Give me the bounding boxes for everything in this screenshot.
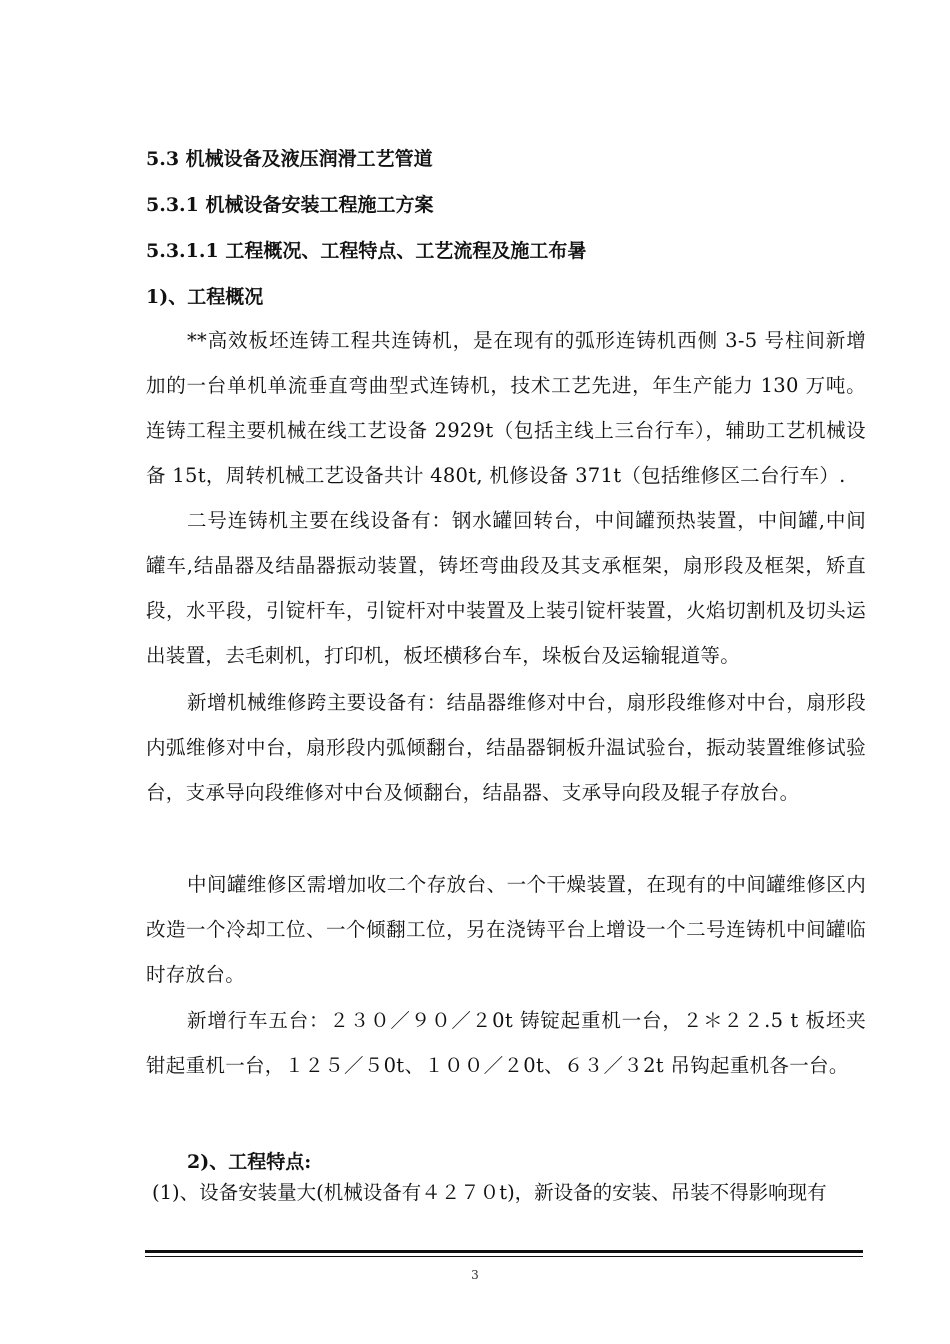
paragraph-online-equipment: 二号连铸机主要在线设备有：钢水罐回转台，中间罐预热装置，中间罐,中间罐车,结晶器及结晶器振动装置，铸坯弯曲段及其支承框架，扇形段及框架，矫直段，水平段，引锭杆车，引锭杆对中装置及上装引锭杆装置，火焰切割机及切头运出装置，去毛刺机，打印机，板坯横移台车，垛板台及运输辊道等。 [146, 509, 866, 667]
paragraph-cranes: 新增行车五台：２３０／９０／２0t 铸锭起重机一台，２＊２２.5 t 板坯夹钳起重机一台，１２５／５0t、１００／２0t、６３／３2t 吊钩起重机各一台。 [146, 1009, 866, 1077]
paragraph-overview: **高效板坯连铸工程共连铸机，是在现有的弧形连铸机西侧 3-5 号柱间新增加的一台单机单流垂直弯曲型式连铸机，技术工艺先进，年生产能力 130 万吨。连铸工程主要机械在线工艺设备 2929t（包括主线上三台行车），辅助工艺机械设备 15t，周转机械工艺设备共计 480t, 机修设备 371t（包括维修区二台行车）. [146, 329, 866, 487]
section-heading-5-3-1-1: 5.3.1.1 工程概况、工程特点、工艺流程及施工布暑 [146, 240, 587, 262]
subheading-features: 2)、工程特点: [187, 1151, 312, 1173]
footer-rule-thick [145, 1250, 863, 1253]
subheading-overview: 1)、工程概况 [146, 286, 264, 308]
paragraph-tundish-area: 中间罐维修区需增加收二个存放台、一个干燥装置，在现有的中间罐维修区内改造一个冷却工位、一个倾翻工位，另在浇铸平台上增设一个二号连铸机中间罐临时存放台。 [146, 873, 866, 986]
footer-rule-thin [145, 1256, 863, 1257]
section-heading-5-3-1: 5.3.1 机械设备安装工程施工方案 [146, 194, 434, 216]
section-heading-5-3: 5.3 机械设备及液压润滑工艺管道 [146, 148, 433, 170]
page-number: 3 [471, 1268, 479, 1282]
paragraph-feature-1: (1)、设备安装量大(机械设备有４２７０t)，新设备的安装、吊装不得影响现有 [152, 1181, 827, 1204]
paragraph-maintenance-equipment: 新增机械维修跨主要设备有：结晶器维修对中台，扇形段维修对中台，扇形段内弧维修对中台，扇形段内弧倾翻台，结晶器铜板升温试验台，振动装置维修试验台，支承导向段维修对中台及倾翻台，结晶器、支承导向段及辊子存放台。 [146, 691, 866, 804]
